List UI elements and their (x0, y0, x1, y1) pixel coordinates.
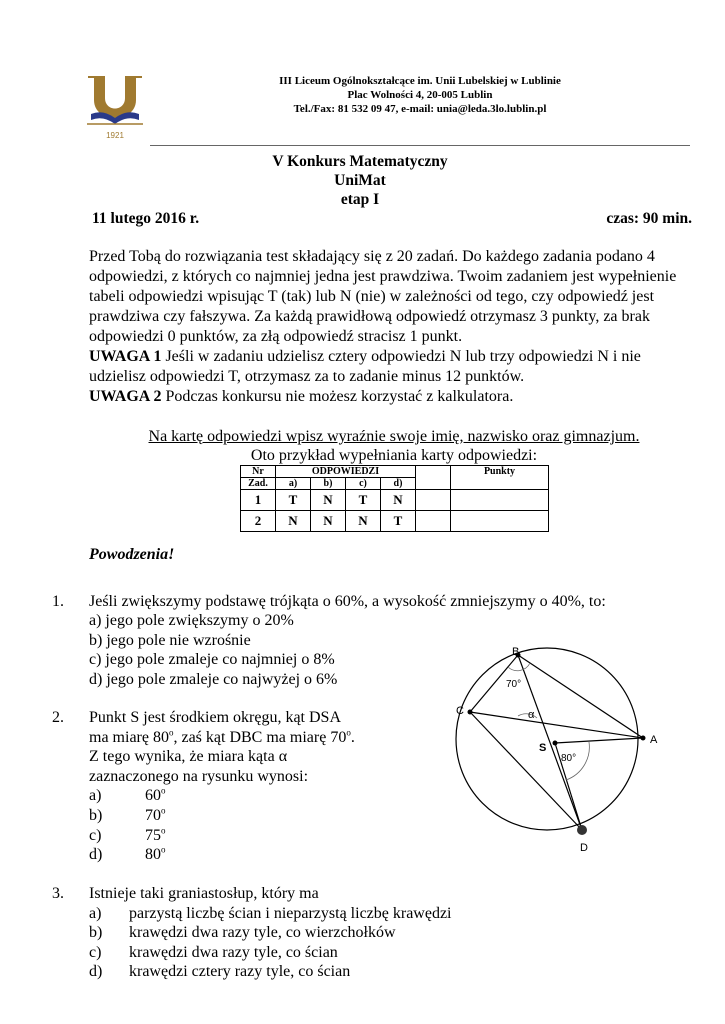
q2-option-b (89, 806, 429, 826)
label-B: B (512, 646, 520, 658)
table-header-d: d) (381, 478, 416, 490)
option-value: 70 (145, 806, 161, 824)
q3-option-b (89, 923, 689, 943)
example-answer-table (240, 465, 549, 532)
table-header-zad: Zad. (241, 478, 276, 490)
table-cell-empty (416, 478, 451, 490)
option-value: parzystą liczbę ścian i nieparzystą liczbę krawędzi (129, 904, 452, 922)
option-label: a) (89, 904, 102, 922)
option-label: b) (89, 806, 103, 824)
table-cell-empty (451, 478, 549, 490)
q1-text: Jeśli zwiększymy podstawę trójkąta o 60%, a wysokość zmniejszymy o 40%, to: (89, 593, 606, 610)
label-S: S (539, 742, 547, 754)
header-line-2: Plac Wolności 4, 20-005 Lublin (347, 89, 493, 101)
q2-number: 2. (52, 709, 64, 726)
option-label: c) (89, 943, 102, 961)
row-2-nr: 2 (241, 511, 276, 532)
option-value: krawędzi cztery razy tyle, co ścian (129, 963, 351, 981)
row-1-a: T (276, 490, 311, 511)
table-header-b: b) (311, 478, 346, 490)
label-angle-B: 70° (506, 679, 522, 690)
row-2-a: N (276, 511, 311, 532)
header-line-1: III Liceum Ogólnokształcące im. Unii Lubelskiej w Lublinie (279, 75, 561, 87)
row-2-d: T (381, 511, 416, 532)
q3-option-a (89, 904, 689, 924)
option-value: krawędzi dwa razy tyle, co wierzchołków (129, 924, 396, 942)
option-value: krawędzi dwa razy tyle, co ścian (129, 943, 338, 961)
q3-text: Istnieje taki graniastosłup, który ma (89, 885, 319, 902)
option-value: 75 (145, 826, 161, 844)
option-label: c) (89, 826, 102, 844)
logo-year: 1921 (106, 131, 124, 140)
point-C (468, 710, 473, 715)
q3-option-d (89, 962, 689, 982)
table-header-odpowiedzi: ODPOWIEDZI (276, 466, 416, 478)
degree-sign: o (161, 844, 166, 855)
segment-BA (518, 655, 643, 738)
q1-option-c: c) jego pole zmaleje co najmniej o 8% (89, 651, 335, 669)
circle-figure (440, 640, 670, 860)
answer-card-note (89, 427, 699, 465)
q2-line-4: zaznaczonego na rysunku wynosi: (89, 767, 309, 785)
q3-block (89, 884, 689, 982)
degree-sign: o (161, 805, 166, 816)
row-1-nr: 1 (241, 490, 276, 511)
title-line-3: etap I (340, 191, 380, 208)
q1-number: 1. (52, 593, 64, 610)
degree-sign: o (346, 727, 351, 738)
greeting: Powodzenia! (89, 546, 175, 563)
uwaga1-text: Jeśli w zadaniu udzielisz cztery odpowiedzi N lub trzy odpowiedzi N i nie udzielisz odpowiedzi T, otrzymasz za to zadanie minus 12 punktów. (89, 348, 641, 385)
contest-title (150, 152, 570, 209)
q3-option-c (89, 943, 689, 963)
row-1-d: N (381, 490, 416, 511)
label-alpha: α (528, 709, 535, 721)
option-label: a) (89, 787, 102, 805)
table-header-nr: Nr (241, 466, 276, 478)
uwaga2-label: UWAGA 2 (89, 388, 162, 405)
degree-sign: o (161, 786, 166, 797)
table-row (241, 490, 549, 511)
segment-CD (470, 712, 582, 830)
q2-option-d (89, 845, 429, 865)
label-A: A (650, 734, 658, 746)
q1-option-a: a) jego pole zwiększymy o 20% (89, 612, 294, 629)
label-angle-S: 80° (561, 753, 577, 764)
label-C: C (456, 705, 464, 717)
row-2-b: N (311, 511, 346, 532)
table-header-a: a) (276, 478, 311, 490)
row-1-c: T (346, 490, 381, 511)
q1-options (89, 611, 337, 689)
option-label: d) (89, 846, 103, 864)
q2-line-2a: ma miarę 80 (89, 728, 169, 746)
instructions-block (89, 247, 699, 407)
header-line-3: Tel./Fax: 81 532 09 47, e-mail: unia@leda.3lo.lublin.pl (293, 103, 547, 115)
q2-text (89, 708, 429, 865)
school-header (150, 74, 690, 116)
table-header-c: c) (346, 478, 381, 490)
point-D (577, 825, 587, 835)
intro-paragraph: Przed Tobą do rozwiązania test składający się z 20 zadań. Do każdego zadania podano 4 odpowiedzi, z których co najmniej jedna jest prawdziwa. Twoim zadaniem jest wypełnienie tabeli odpowiedzi wpisując T (tak) lub N (nie) w zależności od tego, czy odpowiedź jest prawdziwa czy fałszywa. Za każdą prawidłową odpowiedź otrzymasz 3 punkty, za brak odpowiedzi 0 punktów, za złą odpowiedź stracisz 1 punkt. (89, 248, 677, 345)
q2-line-1: Punkt S jest środkiem okręgu, kąt DSA (89, 709, 341, 726)
q2-line-2 (89, 728, 429, 748)
table-cell-empty (416, 490, 451, 511)
title-line-1: V Konkurs Matematyczny (272, 153, 448, 170)
q2-line-3: Z tego wynika, że miara kąta α (89, 748, 288, 766)
uwaga1-label: UWAGA 1 (89, 348, 162, 365)
option-value: 60 (145, 787, 161, 805)
table-header-punkty: Punkty (451, 466, 549, 478)
row-1-points (451, 490, 549, 511)
row-1-b: N (311, 490, 346, 511)
q2-line-2b: , zaś kąt DBC ma miarę 70 (173, 728, 347, 746)
segment-CA (470, 712, 643, 738)
header-divider (150, 145, 690, 146)
answer-card-instruction: Na kartę odpowiedzi wpisz wyraźnie swoje imię, nazwisko oraz gimnazjum. (148, 428, 640, 445)
point-A (641, 736, 646, 741)
q2-option-a (89, 786, 429, 806)
school-logo (85, 72, 145, 152)
option-value: 80 (145, 846, 161, 864)
q2-option-c (89, 826, 429, 846)
circle (456, 648, 638, 830)
angle-arc-B (508, 663, 530, 671)
q1-option-d: d) jego pole zmaleje co najwyżej o 6% (89, 670, 338, 688)
row-2-points (451, 511, 549, 532)
uwaga2-text: Podczas konkursu nie możesz korzystać z kalkulatora. (165, 388, 514, 405)
degree-sign: o (168, 727, 174, 738)
table-header-empty (416, 466, 451, 478)
point-S (553, 741, 558, 746)
q3-number: 3. (52, 885, 64, 902)
title-line-2: UniMat (334, 172, 386, 189)
table-row (241, 511, 549, 532)
degree-sign: o (161, 825, 166, 836)
row-2-c: N (346, 511, 381, 532)
q2-line-2c: . (350, 728, 355, 746)
exam-time: czas: 90 min. (606, 210, 692, 227)
label-D: D (580, 842, 588, 854)
exam-date: 11 lutego 2016 r. (92, 210, 200, 227)
segment-SA (555, 738, 643, 743)
q1-option-b: b) jego pole nie wzrośnie (89, 631, 251, 649)
option-label: d) (89, 963, 103, 981)
answer-card-example-caption: Oto przykład wypełniania karty odpowiedzi: (250, 447, 538, 464)
table-cell-empty (416, 511, 451, 532)
option-label: b) (89, 924, 103, 942)
